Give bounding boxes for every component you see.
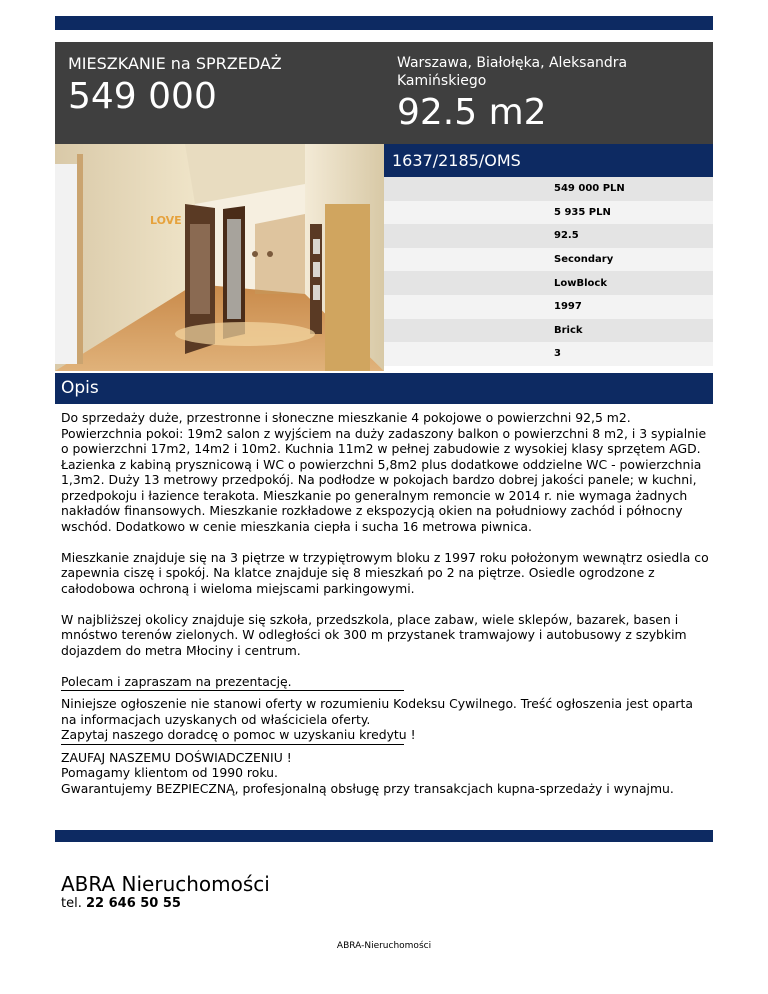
price: 549 000 [68, 76, 217, 117]
divider [61, 744, 404, 745]
trust-line: Gwarantujemy BEZPIECZNĄ, profesjonalną obsługę przy transakcjach kupna-sprzedaży i wynajmu. [61, 780, 674, 796]
description-paragraph: Mieszkanie znajduje się na 3 piętrze w trzypiętrowym bloku z 1997 roku położonym wewnątrz osiedla co zapewnia ciszę i spokój. Na klatce znajduje się 8 mieszkań po 2 na piętrze. Osiedle ogrodzone z całodobowa ochroną i wieloma miejscami parkingowymi. [61, 549, 709, 596]
param-value: Brick [554, 324, 583, 336]
trust-line: ZAUFAJ NASZEMU DOŚWIADCZENIU ! [61, 749, 292, 765]
offer-type: MIESZKANIE na SPRZEDAŻ [68, 54, 282, 73]
listing-header [55, 42, 713, 144]
love-wall-decal: LOVE [150, 214, 182, 227]
description-paragraph: Do sprzedaży duże, przestronne i słoneczne mieszkanie 4 pokojowe o powierzchni 92,5 m2. Powierzchnia pokoi: 19m2 salon z wyjściem na duży zadaszony balkon o powierzchni 8 m2, i 3 sypialnie o powierzchni 17m2, 14m2 i 10m2. Kuchnia 11m2 w pełnej zabudowie z wysokiej klasy sprzętem AGD. Łazienka z kabiną prysznicową i WC o powierzchni 5,8m2 plus dodatkowe oddzielne WC - powierzchnia 1,3m2. Duży 13 metrowy przedpokój. Na podłodze w pokojach bardzo dobrej jakości panele; w kuchni, przedpokoju i łazience terakota. Mieszkanie po generalnym remoncie w 2014 r. nie wymaga żadnych nakładów finansowych. Mieszkanie rozkładowe z ekspozycją okien na południowy zachód i północny wschód. Dodatkowo w cenie mieszkania ciepła i sucha 16 metrowa piwnica. [61, 410, 707, 534]
param-value: 92.5 [554, 230, 579, 242]
header-right [397, 54, 707, 134]
description-paragraph: Polecam i zapraszam na prezentację. [61, 673, 292, 689]
phone-label: tel. [61, 896, 82, 911]
param-value: 5 935 PLN [554, 206, 611, 218]
top-accent-bar [55, 16, 713, 30]
param-row [384, 342, 713, 366]
header-left [68, 54, 368, 118]
param-row [384, 271, 713, 295]
param-value: 1997 [554, 301, 582, 313]
param-value: Secondary [554, 254, 614, 266]
param-row [384, 224, 713, 248]
param-row [384, 319, 713, 343]
description-heading: Opis [55, 373, 713, 404]
location: Warszawa, Białołęka, Aleksandra Kamińskiego [397, 55, 628, 89]
apartment-photo [55, 144, 384, 371]
param-value: 549 000 PLN [554, 183, 625, 195]
bottom-accent-bar [55, 830, 713, 842]
trust-line: Pomagamy klientom od 1990 roku. [61, 765, 278, 780]
param-row [384, 295, 713, 319]
param-row [384, 177, 713, 201]
page-footer: ABRA-Nieruchomości [336, 941, 432, 951]
agency-block [61, 872, 270, 912]
agency-name: ABRA Nieruchomości [61, 872, 270, 896]
hallway-photo-illustration [55, 144, 384, 371]
disclaimer: Niniejsze ogłoszenie nie stanowi oferty w rozumieniu Kodeksu Cywilnego. Treść ogłoszenia jest oparta na informacjach uzyskanych od właściciela oferty. [61, 696, 693, 727]
param-row [384, 248, 713, 272]
params-table [384, 177, 713, 366]
credit-note: Zapytaj naszego doradcę o pomoc w uzyskaniu kredytu ! [61, 727, 416, 742]
description-paragraph: W najbliższej okolicy znajduje się szkoła, przedszkola, place zabaw, wiele sklepów, bazarek, basen i mnóstwo terenów zielonych. W odległości ok 300 m przystanek tramwajowy i autobusowy z szybkim dojazdem do metra Młociny i centrum. [61, 611, 687, 658]
param-value: LowBlock [554, 277, 607, 289]
agency-phone [61, 896, 270, 912]
description-body [61, 410, 709, 796]
param-row [384, 201, 713, 225]
divider [61, 690, 404, 691]
param-value: 3 [554, 348, 561, 360]
area: 92.5 m2 [397, 92, 547, 133]
listing-id: 1637/2185/OMS [384, 144, 713, 177]
phone-number: 22 646 50 55 [85, 896, 181, 911]
